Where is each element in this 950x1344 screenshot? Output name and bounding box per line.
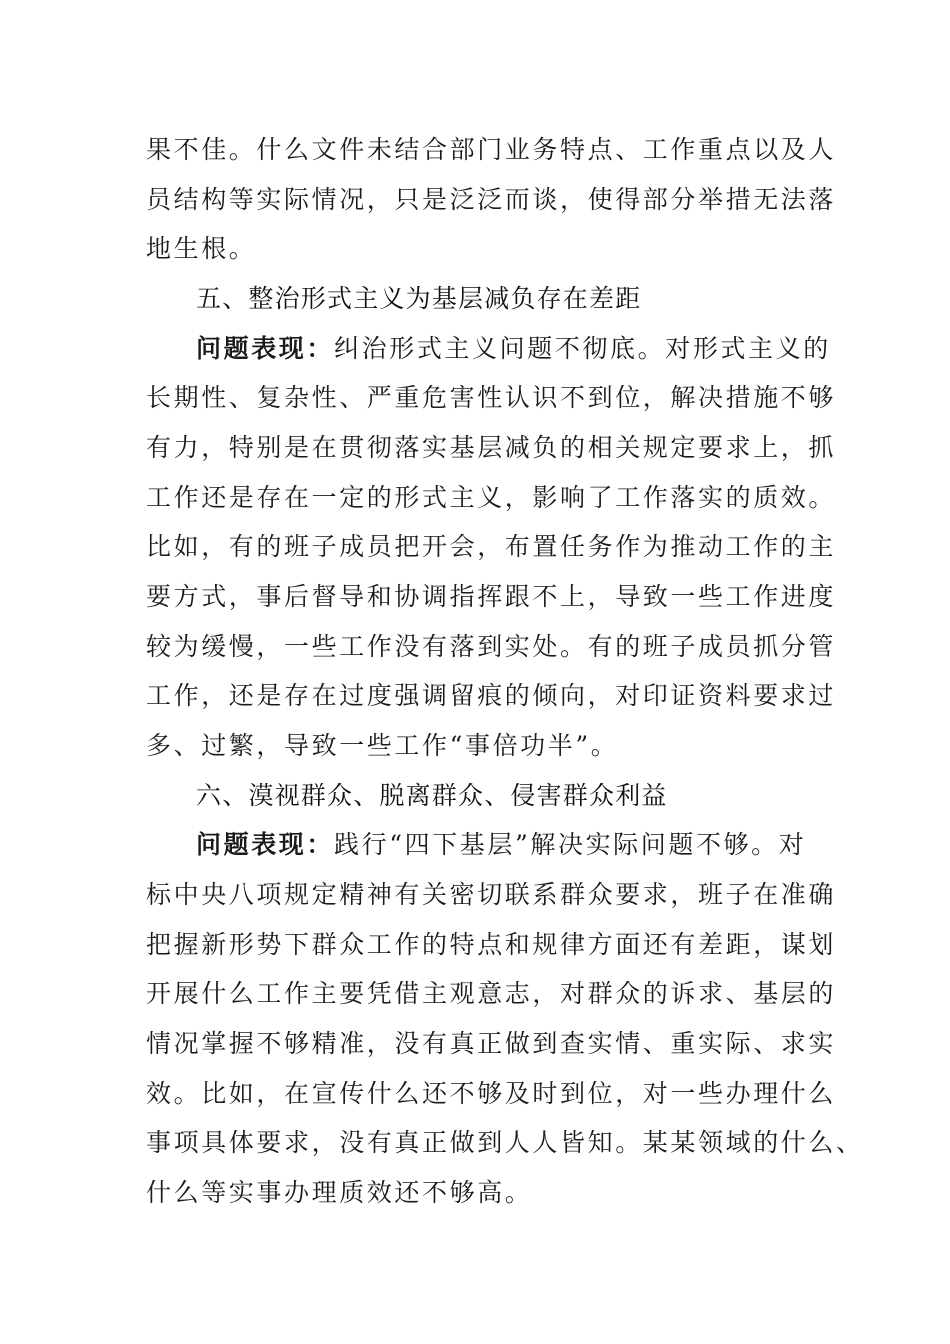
- body-text-line: 有力，特别是在贯彻落实基层减负的相关规定要求上，抓: [146, 433, 837, 462]
- body-text-line: 员结构等实际情况，只是泛泛而谈，使得部分举措无法落: [146, 185, 837, 214]
- section-heading-5: 五、整治形式主义为基层减负存在差距: [196, 284, 642, 313]
- body-text-line: 工作，还是存在过度强调留痕的倾向，对印证资料要求过: [146, 681, 837, 710]
- body-text-line: 比如，有的班子成员把开会，布置任务作为推动工作的主: [146, 532, 837, 561]
- body-text-line: 开展什么工作主要凭借主观意志，对群众的诉求、基层的: [146, 979, 837, 1008]
- section-5-first-line: [196, 334, 831, 364]
- body-text-line: 情况掌握不够精准，没有真正做到查实情、重实际、求实: [146, 1029, 837, 1058]
- body-text-line: 长期性、复杂性、严重危害性认识不到位，解决措施不够: [146, 383, 837, 412]
- section-6-first-line: [196, 830, 806, 860]
- body-text-line: 果不佳。什么文件未结合部门业务特点、工作重点以及人: [146, 135, 837, 164]
- body-text-line: 多、过繁，导致一些工作“事倍功半”。: [146, 731, 619, 760]
- body-text-line: 工作还是存在一定的形式主义，影响了工作落实的质效。: [146, 483, 837, 512]
- body-text-line: 什么等实事办理质效还不够高。: [146, 1178, 533, 1207]
- problem-label: 问题表现：: [196, 830, 335, 859]
- section-heading-6: 六、漠视群众、脱离群众、侵害群众利益: [196, 781, 668, 810]
- body-text-line: 把握新形势下群众工作的特点和规律方面还有差距，谋划: [146, 930, 837, 959]
- body-text-line: 事项具体要求，没有真正做到人人皆知。某某领域的什么、: [146, 1128, 864, 1157]
- body-text-line: 地生根。: [146, 234, 257, 263]
- body-text-line: 效。比如，在宣传什么还不够及时到位，对一些办理什么: [146, 1079, 837, 1108]
- body-text-span: 纠治形式主义问题不彻底。对形式主义的: [334, 334, 831, 363]
- problem-label: 问题表现：: [196, 334, 335, 363]
- body-text-line: 标中央八项规定精神有关密切联系群众要求，班子在准确: [146, 880, 837, 909]
- body-text-line: 较为缓慢，一些工作没有落到实处。有的班子成员抓分管: [146, 632, 837, 661]
- body-text-span: 践行“四下基层”解决实际问题不够。对: [334, 830, 807, 859]
- body-text-line: 要方式，事后督导和协调指挥跟不上，导致一些工作进度: [146, 582, 837, 611]
